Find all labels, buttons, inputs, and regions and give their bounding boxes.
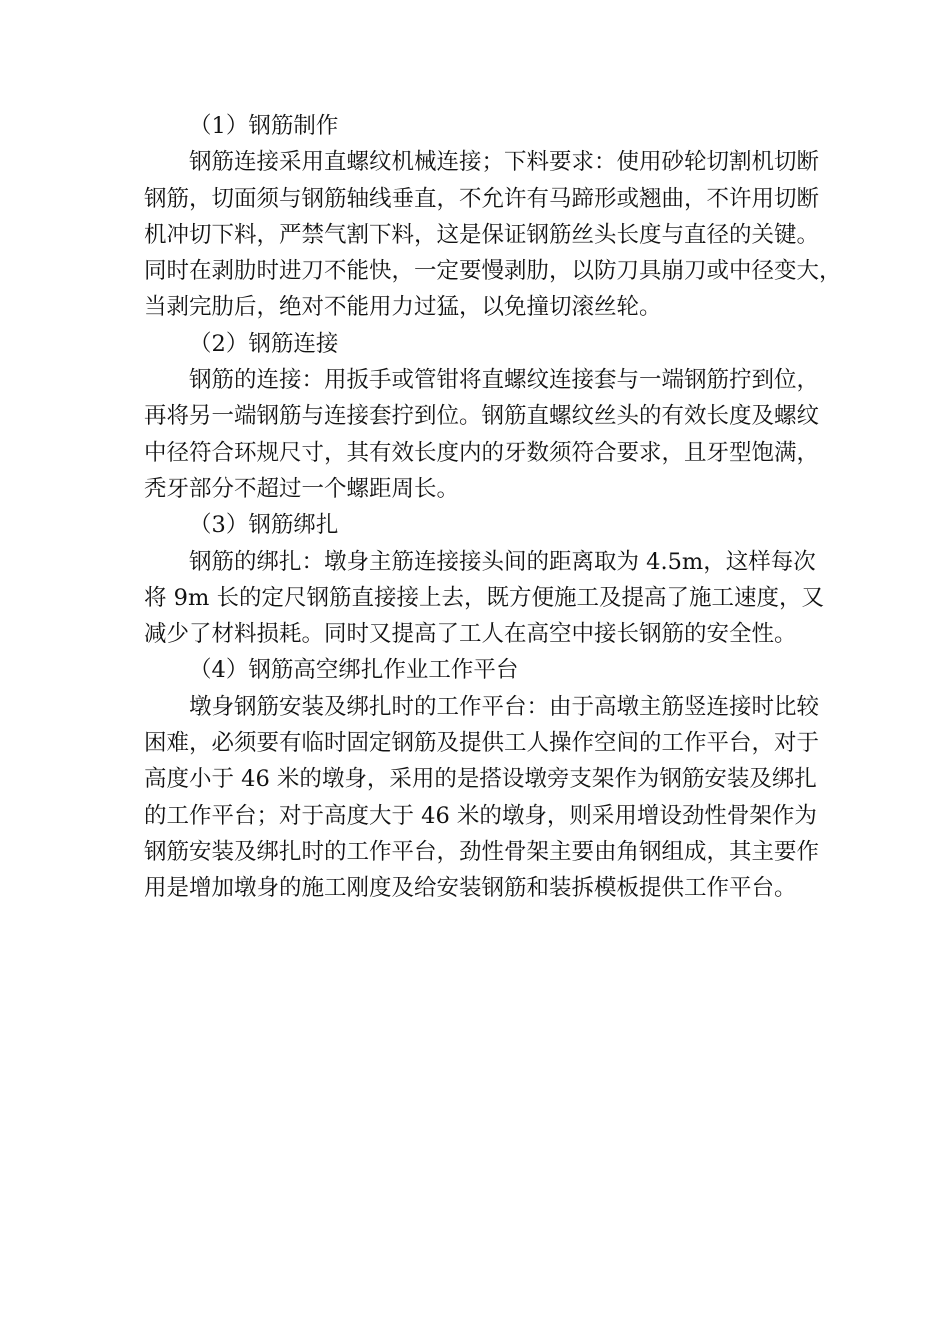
paragraph-line: 当剥完肋后，绝对不能用力过猛，以免撞切滚丝轮。 xyxy=(144,294,662,321)
paragraph-line: 再将另一端钢筋与连接套拧到位。钢筋直螺纹丝头的有效长度及螺纹 xyxy=(144,403,820,430)
section-steel-connection xyxy=(144,326,820,507)
paragraph-line: 高度小于 46 米的墩身，采用的是搭设墩旁支架作为钢筋安装及绑扎 xyxy=(144,766,817,793)
section-heading: （4）钢筋高空绑扎作业工作平台 xyxy=(189,657,519,684)
paragraph-line: 减少了材料损耗。同时又提高了工人在高空中接长钢筋的安全性。 xyxy=(144,621,797,648)
section-steel-fabrication xyxy=(144,108,842,326)
paragraph-line: 钢筋的连接：用扳手或管钳将直螺纹连接套与一端钢筋拧到位， xyxy=(189,367,820,394)
paragraph-line: 将 9m 长的定尺钢筋直接接上去，既方便施工及提高了施工速度，又 xyxy=(144,584,824,611)
paragraph-line: 中径符合环规尺寸，其有效长度内的牙数须符合要求，且牙型饱满， xyxy=(144,439,820,466)
paragraph-line: 用是增加墩身的施工刚度及给安装钢筋和装拆模板提供工作平台。 xyxy=(144,875,797,902)
paragraph-line: 困难，必须要有临时固定钢筋及提供工人操作空间的工作平台，对于 xyxy=(144,730,820,757)
paragraph-line: 机冲切下料，严禁气割下料，这是保证钢筋丝头长度与直径的关键。 xyxy=(144,221,820,248)
paragraph-line: 同时在剥肋时进刀不能快，一定要慢剥肋，以防刀具崩刀或中径变大， xyxy=(144,258,842,285)
section-work-platform xyxy=(144,652,820,906)
paragraph-line: 墩身钢筋安装及绑扎时的工作平台：由于高墩主筋竖连接时比较 xyxy=(189,693,820,720)
document-body xyxy=(144,108,842,907)
paragraph-line: 秃牙部分不超过一个螺距周长。 xyxy=(144,475,460,502)
section-heading: （2）钢筋连接 xyxy=(189,330,339,357)
paragraph-line: 钢筋的绑扎：墩身主筋连接接头间的距离取为 4.5m，这样每次 xyxy=(189,548,816,575)
paragraph-line: 钢筋安装及绑扎时的工作平台，劲性骨架主要由角钢组成，其主要作 xyxy=(144,838,820,865)
paragraph-line: 的工作平台；对于高度大于 46 米的墩身，则采用增设劲性骨架作为 xyxy=(144,802,817,829)
paragraph-line: 钢筋连接采用直螺纹机械连接；下料要求：使用砂轮切割机切断 xyxy=(189,149,820,176)
section-steel-binding xyxy=(144,507,824,652)
paragraph-line: 钢筋，切面须与钢筋轴线垂直，不允许有马蹄形或翘曲，不许用切断 xyxy=(144,185,820,212)
section-heading: （3）钢筋绑扎 xyxy=(189,512,339,539)
section-heading: （1）钢筋制作 xyxy=(189,113,339,139)
